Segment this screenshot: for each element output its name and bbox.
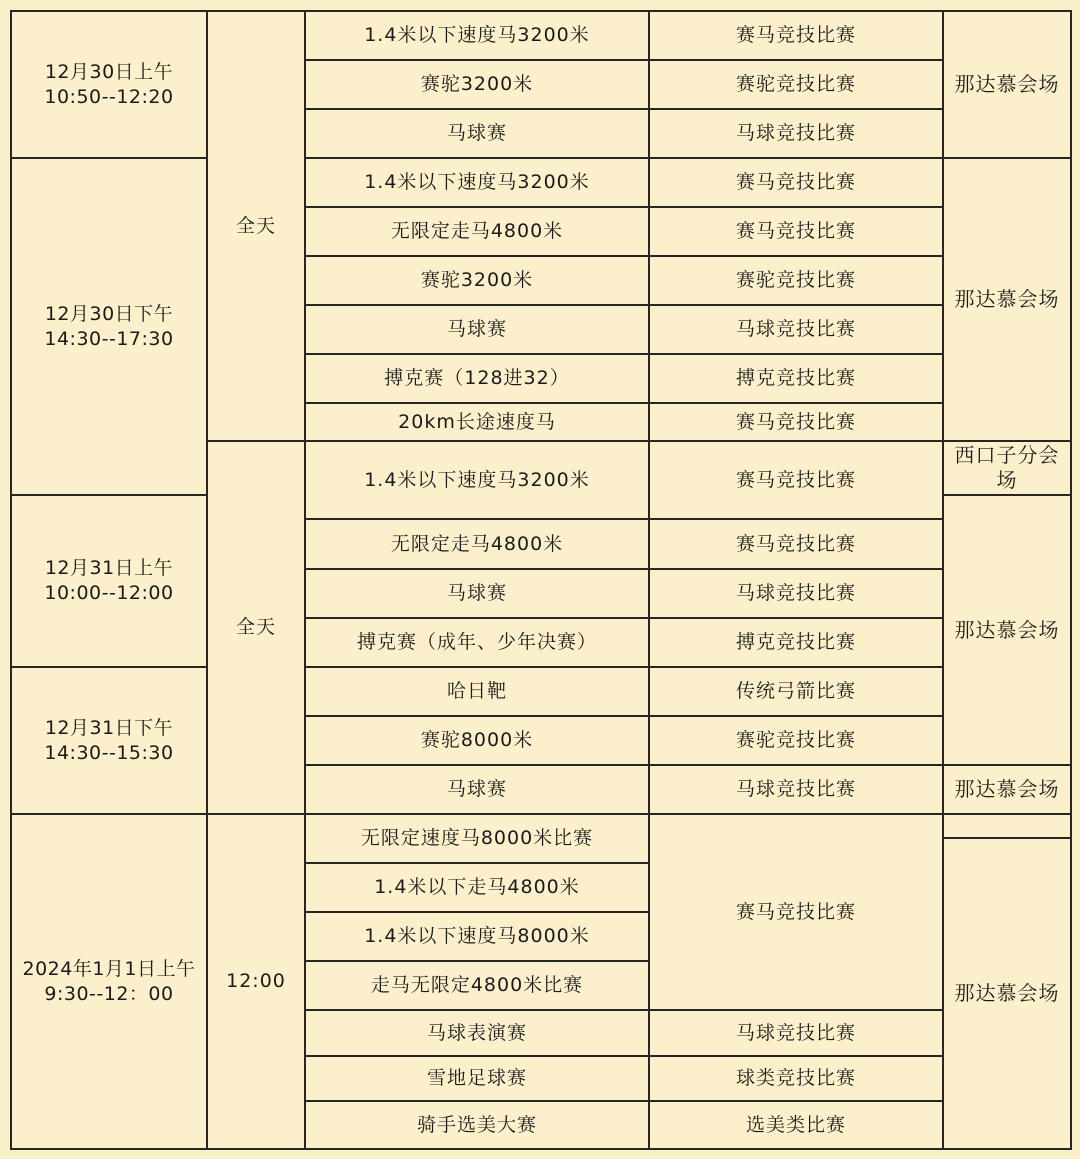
event-category-cell: 赛驼竞技比赛	[649, 60, 943, 109]
time-slot-cell	[11, 158, 207, 495]
event-category-cell: 赛马竞技比赛	[649, 441, 943, 519]
event-name-cell: 1.4米以下速度马3200米	[305, 158, 649, 207]
event-category-cell: 马球竞技比赛	[649, 1010, 943, 1056]
event-name-cell: 赛驼3200米	[305, 60, 649, 109]
event-category-cell: 赛驼竞技比赛	[649, 256, 943, 305]
event-name-cell: 马球表演赛	[305, 1010, 649, 1056]
event-category-cell: 搏克竞技比赛	[649, 618, 943, 667]
time-slot-date: 12月31日上午	[44, 557, 174, 579]
table-row	[11, 158, 1071, 207]
venue-cell: 那达慕会场	[943, 11, 1071, 158]
time-slot-hours: 10:50--12:20	[44, 85, 174, 108]
event-name-cell: 1.4米以下速度马3200米	[305, 11, 649, 60]
table-row	[11, 814, 1071, 838]
event-category-cell: 赛马竞技比赛	[649, 403, 943, 441]
time-slot-hours: 14:30--15:30	[44, 741, 174, 764]
venue-cell-spacer	[943, 814, 1071, 838]
venue-cell: 那达慕会场	[943, 495, 1071, 765]
time-slot-cell	[11, 667, 207, 814]
event-category-cell: 球类竞技比赛	[649, 1056, 943, 1101]
event-name-cell: 走马无限定4800米比赛	[305, 961, 649, 1010]
venue-cell: 那达慕会场	[943, 765, 1071, 814]
time-slot-hours: 14:30--17:30	[44, 327, 174, 350]
time-slot-date: 12月30日下午	[44, 302, 174, 325]
event-category-cell: 赛驼竞技比赛	[649, 716, 943, 765]
event-name-cell: 雪地足球赛	[305, 1056, 649, 1101]
event-category-cell: 赛马竞技比赛	[649, 158, 943, 207]
event-category-cell: 马球竞技比赛	[649, 765, 943, 814]
time-slot-date: 12月30日上午	[44, 60, 174, 83]
time-slot-cell	[11, 495, 207, 667]
event-category-cell: 赛马竞技比赛	[649, 814, 943, 1010]
event-name-cell: 哈日靶	[305, 667, 649, 716]
event-name-cell: 1.4米以下速度马3200米	[305, 441, 649, 519]
venue-cell: 那达慕会场	[943, 158, 1071, 441]
event-name-cell: 赛驼3200米	[305, 256, 649, 305]
table-row	[11, 667, 1071, 716]
venue-cell: 西口子分会场	[943, 441, 1071, 495]
event-name-cell: 20km长途速度马	[305, 403, 649, 441]
time-slot-date: 12月31日下午	[44, 716, 174, 739]
duration-cell: 全天	[207, 11, 305, 441]
event-name-cell: 1.4米以下速度马8000米	[305, 912, 649, 961]
duration-cell: 全天	[207, 441, 305, 814]
event-name-cell: 1.4米以下走马4800米	[305, 863, 649, 912]
event-name-cell: 马球赛	[305, 109, 649, 158]
event-name-cell: 骑手选美大赛	[305, 1101, 649, 1149]
event-category-cell: 马球竞技比赛	[649, 109, 943, 158]
event-category-cell: 搏克竞技比赛	[649, 354, 943, 403]
duration-cell: 12:00	[207, 814, 305, 1149]
event-category-cell: 马球竞技比赛	[649, 305, 943, 354]
time-slot-hours: 9:30--12：00	[44, 982, 174, 1005]
event-name-cell: 马球赛	[305, 305, 649, 354]
event-category-cell: 选美类比赛	[649, 1101, 943, 1149]
time-slot-cell	[11, 814, 207, 1149]
event-schedule-table	[10, 10, 1072, 1150]
time-slot-hours: 10:00--12:00	[44, 582, 174, 604]
event-name-cell: 无限定速度马8000米比赛	[305, 814, 649, 863]
event-category-cell: 赛马竞技比赛	[649, 11, 943, 60]
event-name-cell: 马球赛	[305, 569, 649, 618]
event-name-cell: 无限定走马4800米	[305, 207, 649, 256]
time-slot-cell	[11, 11, 207, 158]
event-name-cell: 马球赛	[305, 765, 649, 814]
event-name-cell: 赛驼8000米	[305, 716, 649, 765]
event-category-cell: 传统弓箭比赛	[649, 667, 943, 716]
venue-cell: 那达慕会场	[943, 838, 1071, 1149]
event-name-cell: 搏克赛（128进32）	[305, 354, 649, 403]
time-slot-date: 2024年1月1日上午	[22, 957, 196, 980]
table-row	[11, 11, 1071, 60]
event-category-cell: 赛马竞技比赛	[649, 207, 943, 256]
event-name-cell: 无限定走马4800米	[305, 519, 649, 569]
event-category-cell: 马球竞技比赛	[649, 569, 943, 618]
event-category-cell: 赛马竞技比赛	[649, 519, 943, 569]
event-name-cell: 搏克赛（成年、少年决赛）	[305, 618, 649, 667]
